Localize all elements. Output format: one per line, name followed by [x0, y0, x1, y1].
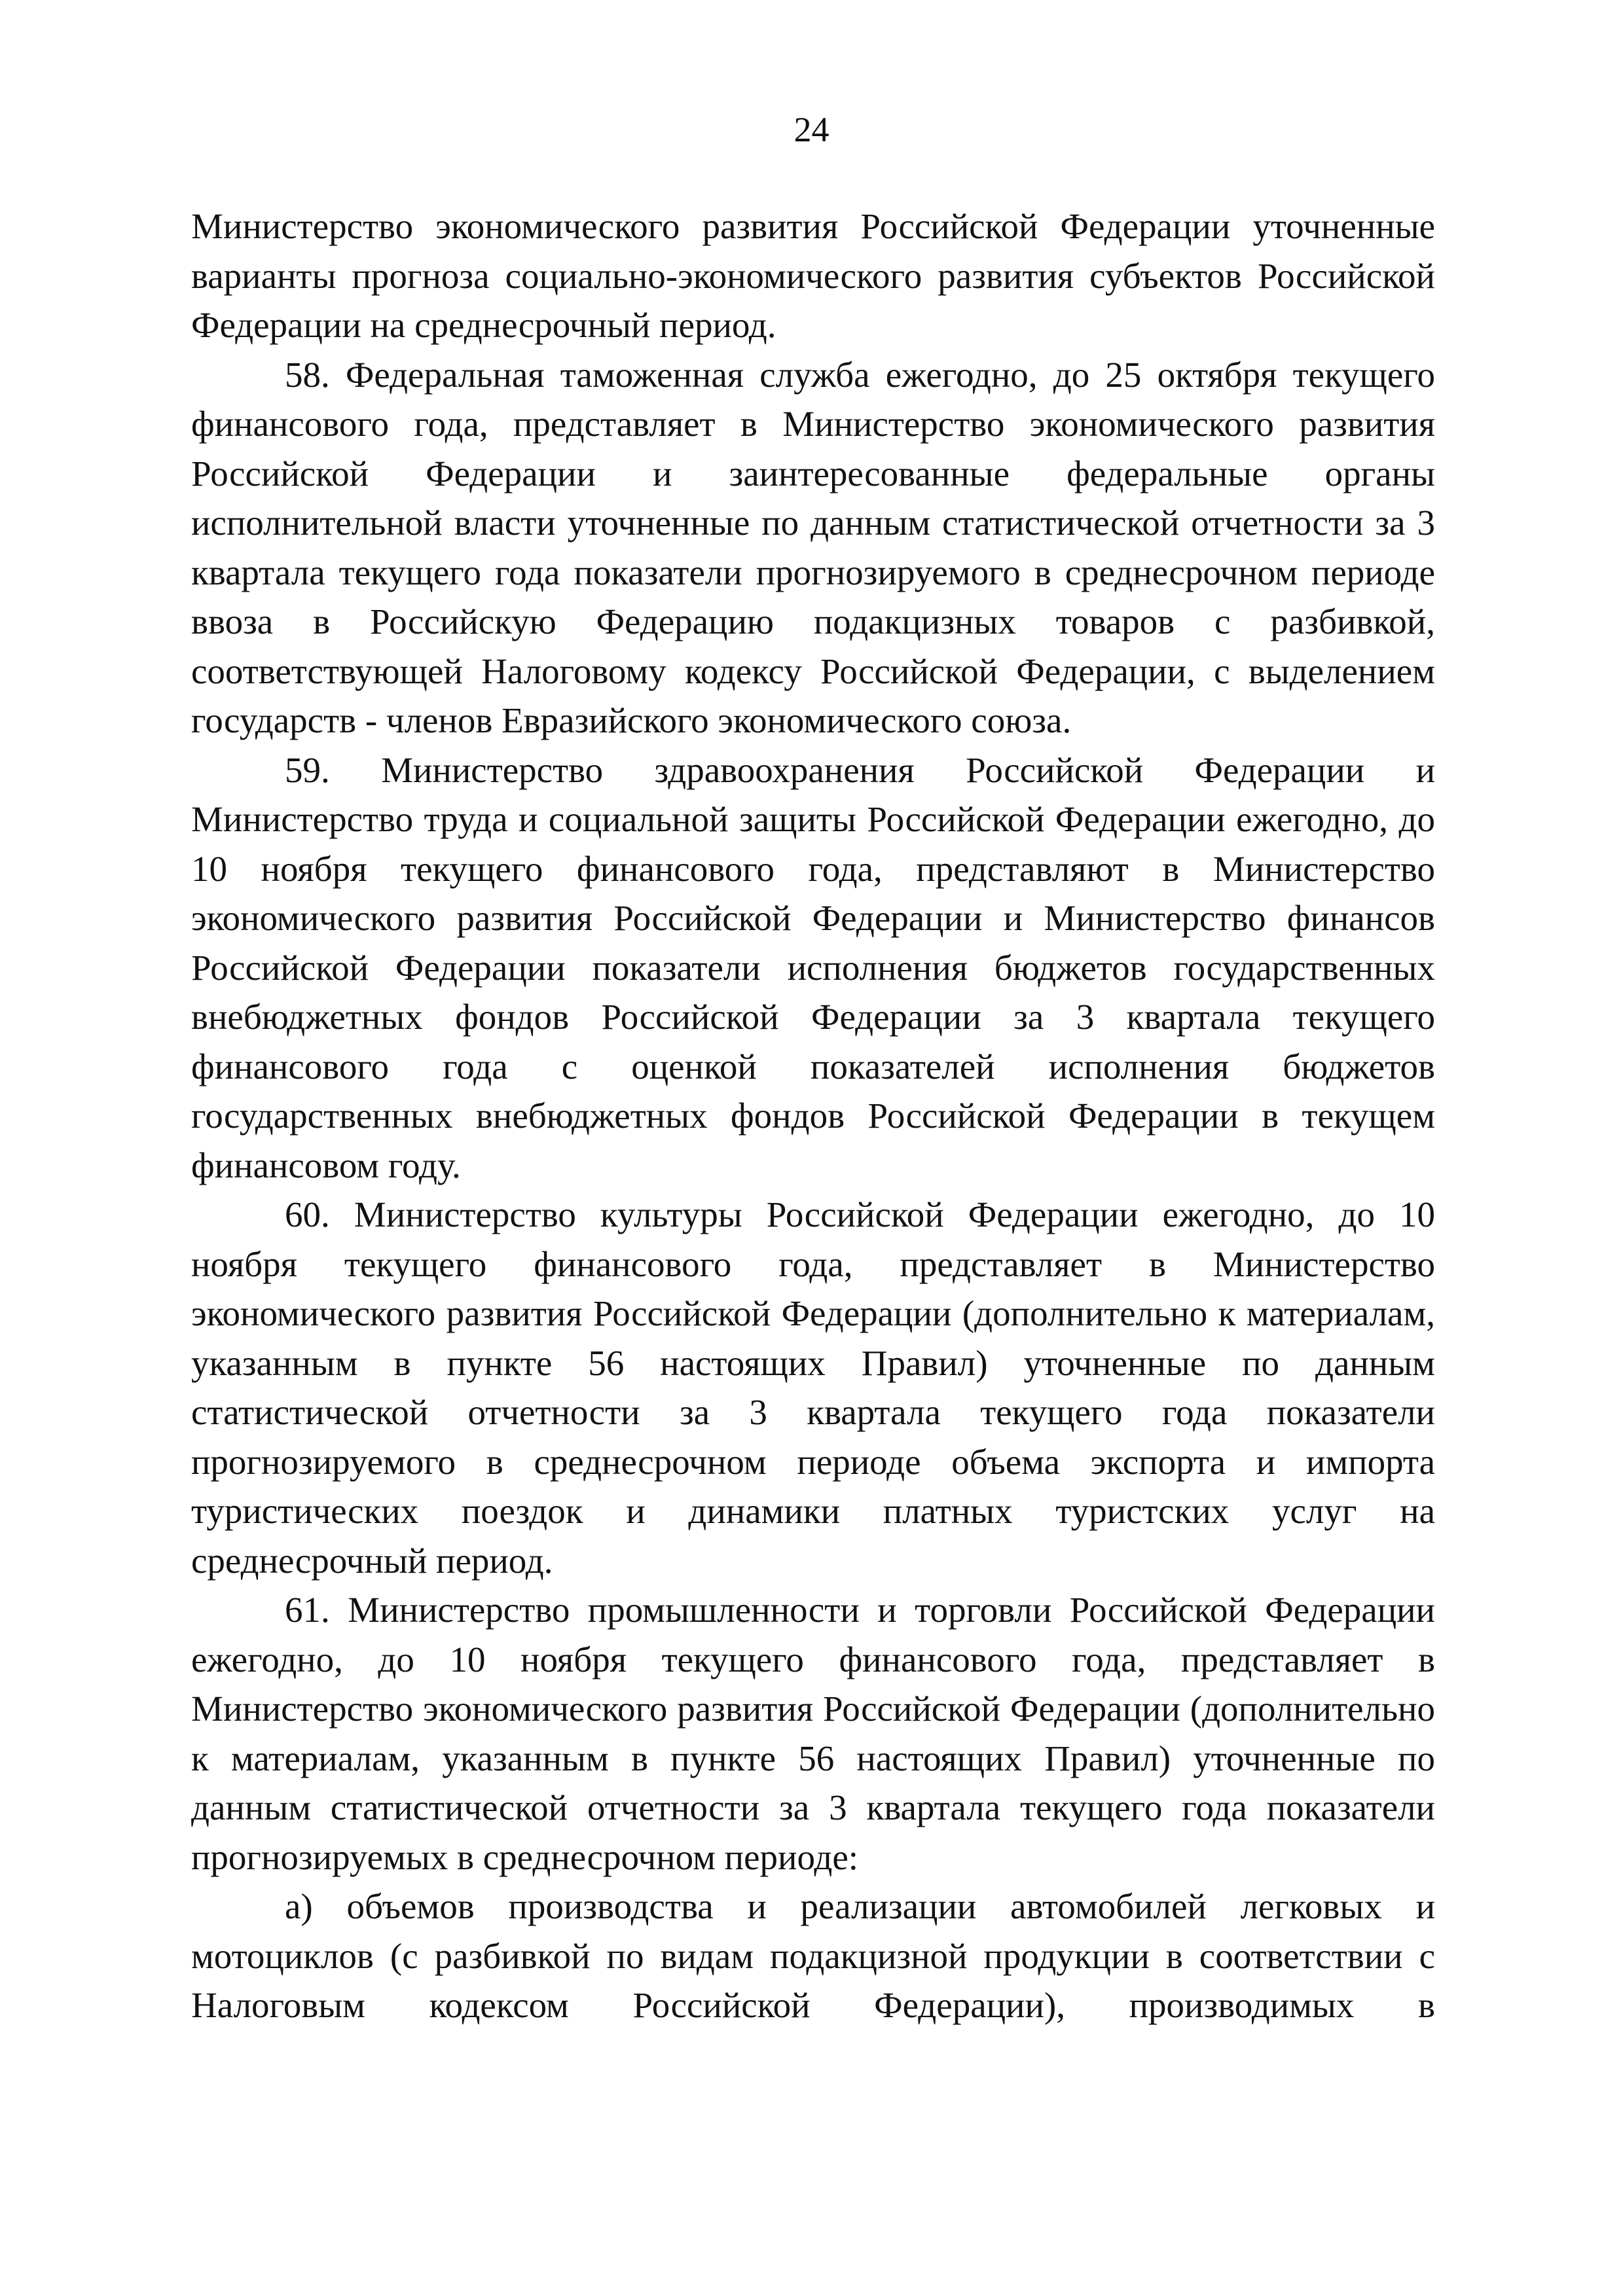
page-number: 24 [793, 110, 830, 149]
paragraph-58: 58. Федеральная таможенная служба ежегодно, до 25 октября текущего финансового года, представляет в Министерство экономического развития Российской Федерации и заинтересованные федеральные органы исполнительной власти уточненные по данным статистической отчетности за 3 квартала текущего года показатели прогнозируемого в среднесрочном периоде ввоза в Российскую Федерацию подакцизных товаров с разбивкой, соответствующей Налоговому кодексу Российской Федерации, с выделением государств - членов Евразийского экономического союза. [191, 354, 1435, 740]
paragraph-continuation: Министерство экономического развития Российской Федерации уточненные варианты прогноза социально-экономического развития субъектов Российской Федерации на среднесрочный период. [191, 206, 1435, 345]
document-body [191, 202, 1435, 2030]
paragraph-60: 60. Министерство культуры Российской Федерации ежегодно, до 10 ноября текущего финансового года, представляет в Министерство экономического развития Российской Федерации (дополнительно к материалам, указанным в пункте 56 настоящих Правил) уточненные по данным статистической отчетности за 3 квартала текущего года показатели прогнозируемого в среднесрочном периоде объема экспорта и импорта туристических поездок и динамики платных туристских услуг на среднесрочный период. [191, 1194, 1435, 1581]
subparagraph-a: а) объемов производства и реализации автомобилей легковых и мотоциклов (с разбивкой по видам подакцизной продукции в соответствии с Налоговым кодексом Российской Федерации), производимых в [191, 1886, 1435, 2025]
paragraph-61: 61. Министерство промышленности и торговли Российской Федерации ежегодно, до 10 ноября текущего финансового года, представляет в Министерство экономического развития Российской Федерации (дополнительно к материалам, указанным в пункте 56 настоящих Правил) уточненные по данным статистической отчетности за 3 квартала текущего года показатели прогнозируемых в среднесрочном периоде: [191, 1590, 1435, 1877]
paragraph-59: 59. Министерство здравоохранения Российской Федерации и Министерство труда и социальной защиты Российской Федерации ежегодно, до 10 ноября текущего финансового года, представляют в Министерство экономического развития Российской Федерации и Министерство финансов Российской Федерации показатели исполнения бюджетов государственных внебюджетных фондов Российской Федерации за 3 квартала текущего финансового года с оценкой показателей исполнения бюджетов государственных внебюджетных фондов Российской Федерации в текущем финансовом году. [191, 749, 1435, 1185]
